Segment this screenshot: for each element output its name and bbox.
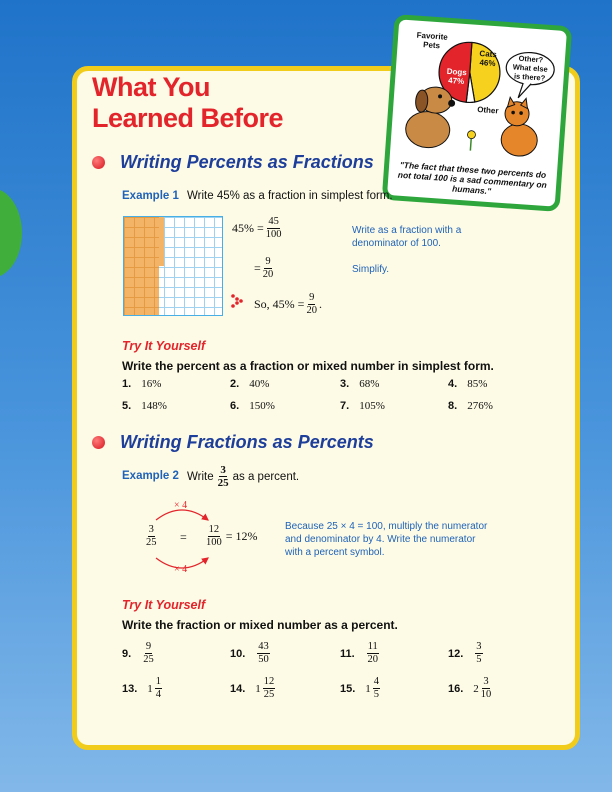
example2-text-post: as a percent. <box>232 470 300 483</box>
exercise-number: 9. <box>122 647 132 660</box>
exercise-item <box>340 378 379 390</box>
dogs-label-text: Dogs <box>446 66 468 78</box>
exercise-value <box>365 641 381 666</box>
mixed-whole: 2 <box>473 682 479 695</box>
example1-label: Example 1 <box>122 190 179 202</box>
exercise-number: 2. <box>230 378 240 390</box>
result-prefix: So, 45% = <box>254 297 305 311</box>
lhs-numerator: 3 <box>148 524 154 535</box>
example2-note: Because 25 × 4 = 100, multiply the numerator and denominator by 4. Write the numerator with a percent symbol. <box>285 521 488 558</box>
mixed-whole: 1 <box>147 682 153 695</box>
cartoon-caption: "The fact that these two percents do not total 100 is a sad commentary on humans." <box>397 159 548 197</box>
hundred-grid <box>123 216 223 316</box>
exercise-value: 150% <box>249 400 275 412</box>
exercise-value: 16% <box>141 378 162 390</box>
try2-instruction: Write the fraction or mixed number as a percent. <box>122 618 398 632</box>
cats-label <box>472 49 503 69</box>
exercise-item <box>340 676 382 701</box>
step2-fraction <box>263 256 274 281</box>
exercise-number: 14. <box>230 682 246 695</box>
exercise-value: 276% <box>467 400 493 412</box>
bubble-line1: Other? <box>518 53 544 65</box>
exercise-numerator: 1 <box>155 676 162 687</box>
rhs-fraction <box>206 524 222 549</box>
exercise-number: 7. <box>340 400 350 412</box>
exercise-number: 5. <box>122 400 132 412</box>
example2-result: = 12% <box>225 529 258 543</box>
speech-bubble-text <box>507 53 553 83</box>
exercise-number: 11. <box>340 647 355 660</box>
exercise-fraction <box>481 676 492 701</box>
exercise-denominator: 50 <box>258 654 269 665</box>
lhs-fraction <box>146 524 157 549</box>
exercise-value: 105% <box>359 400 385 412</box>
bubble-line3: is there? <box>513 71 546 83</box>
result-fraction <box>306 292 317 317</box>
mixed-whole: 1 <box>255 682 261 695</box>
exercise-fraction <box>155 676 162 701</box>
mult-top: × 4 <box>174 500 188 511</box>
dogs-value: 47% <box>447 75 465 87</box>
exercise-numerator: 12 <box>263 676 275 687</box>
red-bullet-icon <box>92 156 105 169</box>
decorative-green-shape <box>0 188 22 278</box>
exercise-item <box>230 676 277 701</box>
exercise-number: 15. <box>340 682 356 695</box>
speech-bubble-tail <box>518 83 531 99</box>
cats-label-text: Cats <box>479 49 498 60</box>
step1-left: 45% = <box>232 221 264 235</box>
exercise-number: 12. <box>448 647 464 660</box>
exercise-numerator: 3 <box>476 641 482 652</box>
exercise-item <box>340 400 385 412</box>
exercise-item <box>230 378 269 390</box>
exercise-denominator: 25 <box>263 689 275 700</box>
exercise-value <box>255 676 277 701</box>
exercise-number: 13. <box>122 682 138 695</box>
exercise-fraction <box>263 676 276 701</box>
result-numerator: 9 <box>309 292 315 303</box>
section2-title: Writing Fractions as Percents <box>120 432 374 452</box>
exercise-item <box>448 378 487 390</box>
dog-icon <box>405 85 457 149</box>
exercise-fraction <box>475 641 482 666</box>
lhs-denominator: 25 <box>146 537 157 548</box>
flower-icon <box>466 130 475 151</box>
exercise-value <box>255 641 272 666</box>
exercise-value: 148% <box>141 400 167 412</box>
exercise-denominator: 5 <box>476 654 482 665</box>
exercise-numerator: 9 <box>145 641 152 652</box>
section2-heading <box>92 432 374 453</box>
example2-numerator: 3 <box>220 464 226 476</box>
exercise-numerator: 4 <box>373 676 380 687</box>
exercise-fraction <box>367 641 379 666</box>
example1-step1 <box>232 216 284 241</box>
example2-rhs <box>204 524 258 549</box>
exercise-numerator: 3 <box>483 676 489 687</box>
exercise-numerator: 43 <box>258 641 269 652</box>
exercise-value <box>365 676 382 701</box>
exercise-denominator: 20 <box>367 654 378 665</box>
cartoon-chart-title-line1: Favorite <box>416 30 449 42</box>
exercise-value <box>473 676 493 701</box>
exercise-item <box>230 641 272 666</box>
exercise-number: 16. <box>448 682 464 695</box>
result-suffix: . <box>318 297 322 311</box>
exercise-value <box>141 641 156 666</box>
page-title <box>92 72 283 134</box>
example2-label: Example 2 <box>122 470 179 482</box>
exercise-value: 85% <box>467 378 488 390</box>
section1-heading <box>92 152 374 173</box>
example1-step2 <box>254 256 275 281</box>
dogs-label <box>441 66 472 86</box>
exercise-number: 8. <box>448 400 458 412</box>
example1-text: Write 45% as a fraction in simplest form. <box>187 190 393 202</box>
exercise-item <box>122 676 164 701</box>
example2-fraction <box>218 464 229 489</box>
try1-instruction: Write the percent as a fraction or mixed number in simplest form. <box>122 359 494 373</box>
example2-lhs <box>144 524 159 549</box>
example2-denominator: 25 <box>217 477 229 489</box>
exercise-fraction <box>257 641 270 666</box>
cat-icon <box>500 97 540 157</box>
page-title-line2: Learned Before <box>92 103 284 133</box>
step2-numerator: 9 <box>265 256 271 267</box>
top-arrow <box>156 510 208 520</box>
step2-denominator: 20 <box>262 269 274 280</box>
exercise-item <box>448 400 493 412</box>
exercise-value <box>473 641 484 666</box>
exercise-value: 40% <box>249 378 270 390</box>
step1-numerator: 45 <box>268 216 279 227</box>
exercise-number: 1. <box>122 378 132 390</box>
try1-heading: Try It Yourself <box>122 339 206 353</box>
exercise-denominator: 25 <box>143 654 154 665</box>
exercise-number: 4. <box>448 378 458 390</box>
cats-value: 46% <box>479 58 496 69</box>
exercise-number: 3. <box>340 378 350 390</box>
exercise-item <box>448 676 493 701</box>
other-label: Other <box>476 105 499 116</box>
exercise-number: 10. <box>230 647 246 660</box>
exercise-item <box>340 641 381 666</box>
exercise-item <box>122 400 167 412</box>
red-bullet-icon <box>92 436 105 449</box>
bubble-line2: What else <box>512 62 549 74</box>
exercise-denominator: 5 <box>373 689 380 700</box>
exercise-value: 68% <box>359 378 380 390</box>
result-arrow-icon <box>231 294 243 308</box>
exercise-item <box>122 378 161 390</box>
page-title-line1: What You <box>92 72 210 102</box>
result-denominator: 20 <box>306 305 317 316</box>
rhs-denominator: 100 <box>206 537 222 548</box>
step2-left: = <box>254 261 261 275</box>
exercise-denominator: 10 <box>480 689 492 700</box>
cartoon-illustration <box>390 19 567 160</box>
exercise-number: 6. <box>230 400 240 412</box>
exercise-item <box>448 641 485 666</box>
exercise-numerator: 11 <box>367 641 378 652</box>
exercise-fraction <box>143 641 154 666</box>
step1-denominator: 100 <box>265 229 282 240</box>
example2-eq: = <box>180 530 187 544</box>
section1-title: Writing Percents as Fractions <box>120 152 374 172</box>
exercise-item <box>122 641 156 666</box>
mult-bottom: × 4 <box>174 564 188 575</box>
rhs-numerator: 12 <box>208 524 220 535</box>
example1-note2: Simplify. <box>352 264 390 275</box>
exercise-value <box>147 676 164 701</box>
try2-heading: Try It Yourself <box>122 598 206 612</box>
exercise-denominator: 4 <box>155 689 162 700</box>
grid-shaded-partial <box>159 217 164 266</box>
example1-result <box>254 292 322 317</box>
example1-note1: Write as a fraction with a denominator of 100. <box>352 225 462 249</box>
cartoon-chart-title-line2: Pets <box>422 40 441 51</box>
step1-fraction <box>266 216 282 241</box>
exercise-fraction <box>373 676 380 701</box>
exercise-item <box>230 400 275 412</box>
cartoon-panel <box>382 14 573 212</box>
grid-shaded-columns <box>124 217 159 315</box>
mixed-whole: 1 <box>365 682 371 695</box>
example2-text <box>187 464 299 489</box>
example2-text-pre: Write <box>187 470 214 483</box>
